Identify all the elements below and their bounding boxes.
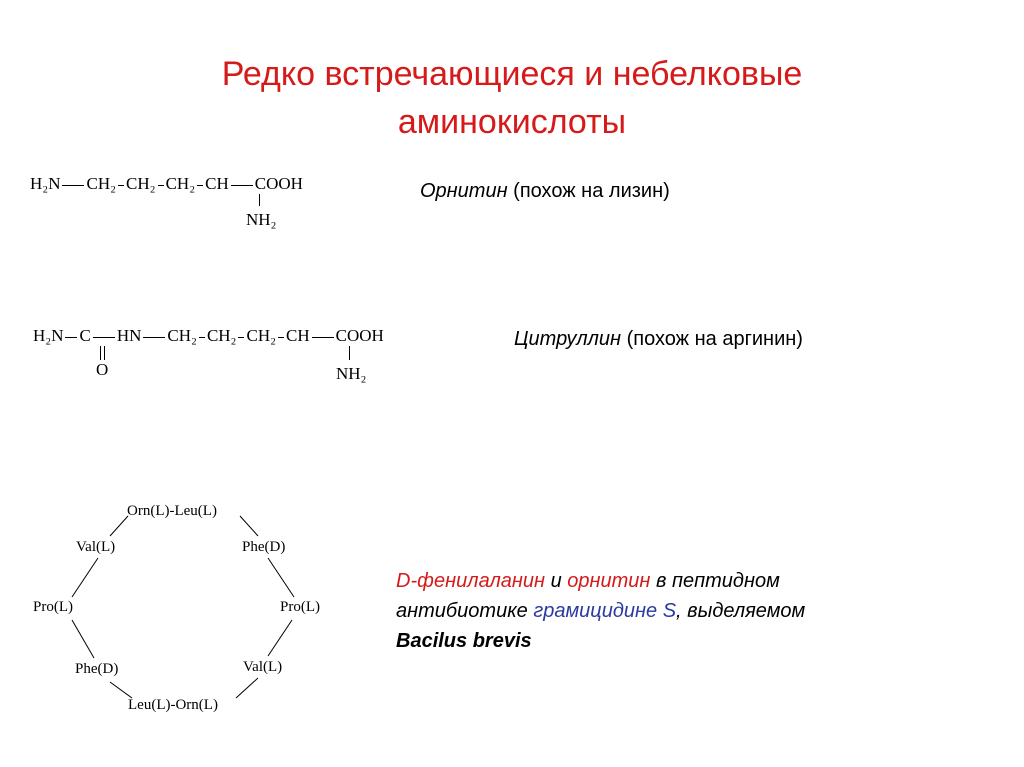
formula-group: CH bbox=[286, 326, 310, 345]
text-isolated: , выделяемом bbox=[676, 600, 806, 622]
formula-group: CH bbox=[205, 174, 229, 193]
citrulline-name: Цитруллин bbox=[514, 328, 622, 350]
text-d-phenylalanine: D-фенилаланин bbox=[396, 570, 546, 592]
citrulline-note: (похож на аргинин) bbox=[626, 328, 803, 350]
ring-bond bbox=[236, 678, 258, 698]
ornithine-substituent: NH₂ bbox=[246, 210, 277, 229]
ring-residue-left-lower: Phe(D) bbox=[75, 661, 119, 677]
ring-bond bbox=[72, 558, 98, 597]
title-line-2: аминокислоты bbox=[397, 103, 627, 141]
ornithine-note: (похож на лизин) bbox=[513, 180, 670, 202]
formula-group: CH₂ bbox=[165, 174, 196, 193]
formula-group: CH₂ bbox=[86, 174, 117, 193]
text-organism: Bacilus brevis bbox=[396, 630, 532, 652]
title-line-1: Редко встречающиеся и небелковые bbox=[221, 55, 803, 93]
ring-bond bbox=[268, 558, 294, 597]
ring-residue-right-upper: Phe(D) bbox=[242, 539, 286, 555]
ring-residue-right-lower: Val(L) bbox=[243, 659, 283, 675]
formula-group: C bbox=[79, 326, 91, 345]
ring-bond bbox=[240, 516, 258, 536]
ring-residue-top: Orn(L)-Leu(L) bbox=[127, 503, 217, 519]
ring-bond bbox=[72, 620, 94, 658]
formula-group: HN bbox=[116, 326, 142, 345]
text-and: и bbox=[545, 570, 568, 592]
ring-residue-left: Pro(L) bbox=[33, 599, 73, 615]
ring-residue-left-upper: Val(L) bbox=[76, 539, 116, 555]
ring-residue-bottom: Leu(L)-Orn(L) bbox=[128, 697, 218, 713]
formula-group: H₂N bbox=[30, 174, 61, 193]
text-gramicidin-s: грамицидине S bbox=[533, 600, 677, 622]
formula-group: CH₂ bbox=[126, 174, 156, 193]
ornithine-name: Орнитин bbox=[420, 180, 508, 202]
citrulline-oxygen: O bbox=[96, 360, 109, 379]
formula-group: COOH bbox=[254, 174, 303, 193]
text-in-antibiotic: в пептидном антибиотике bbox=[396, 570, 780, 622]
ring-bond bbox=[268, 620, 292, 656]
gramicidin-description bbox=[396, 566, 916, 656]
formula-group: CH₂ bbox=[167, 326, 197, 345]
formula-group: H₂N bbox=[33, 326, 64, 345]
formula-group: COOH bbox=[335, 326, 384, 345]
text-ornithine: орнитин bbox=[567, 570, 651, 592]
formula-group: CH₂ bbox=[246, 326, 277, 345]
ring-bond bbox=[110, 516, 128, 536]
formula-group: CH₂ bbox=[206, 326, 237, 345]
citrulline-substituent: NH₂ bbox=[336, 364, 367, 383]
ring-residue-right: Pro(L) bbox=[280, 599, 320, 615]
